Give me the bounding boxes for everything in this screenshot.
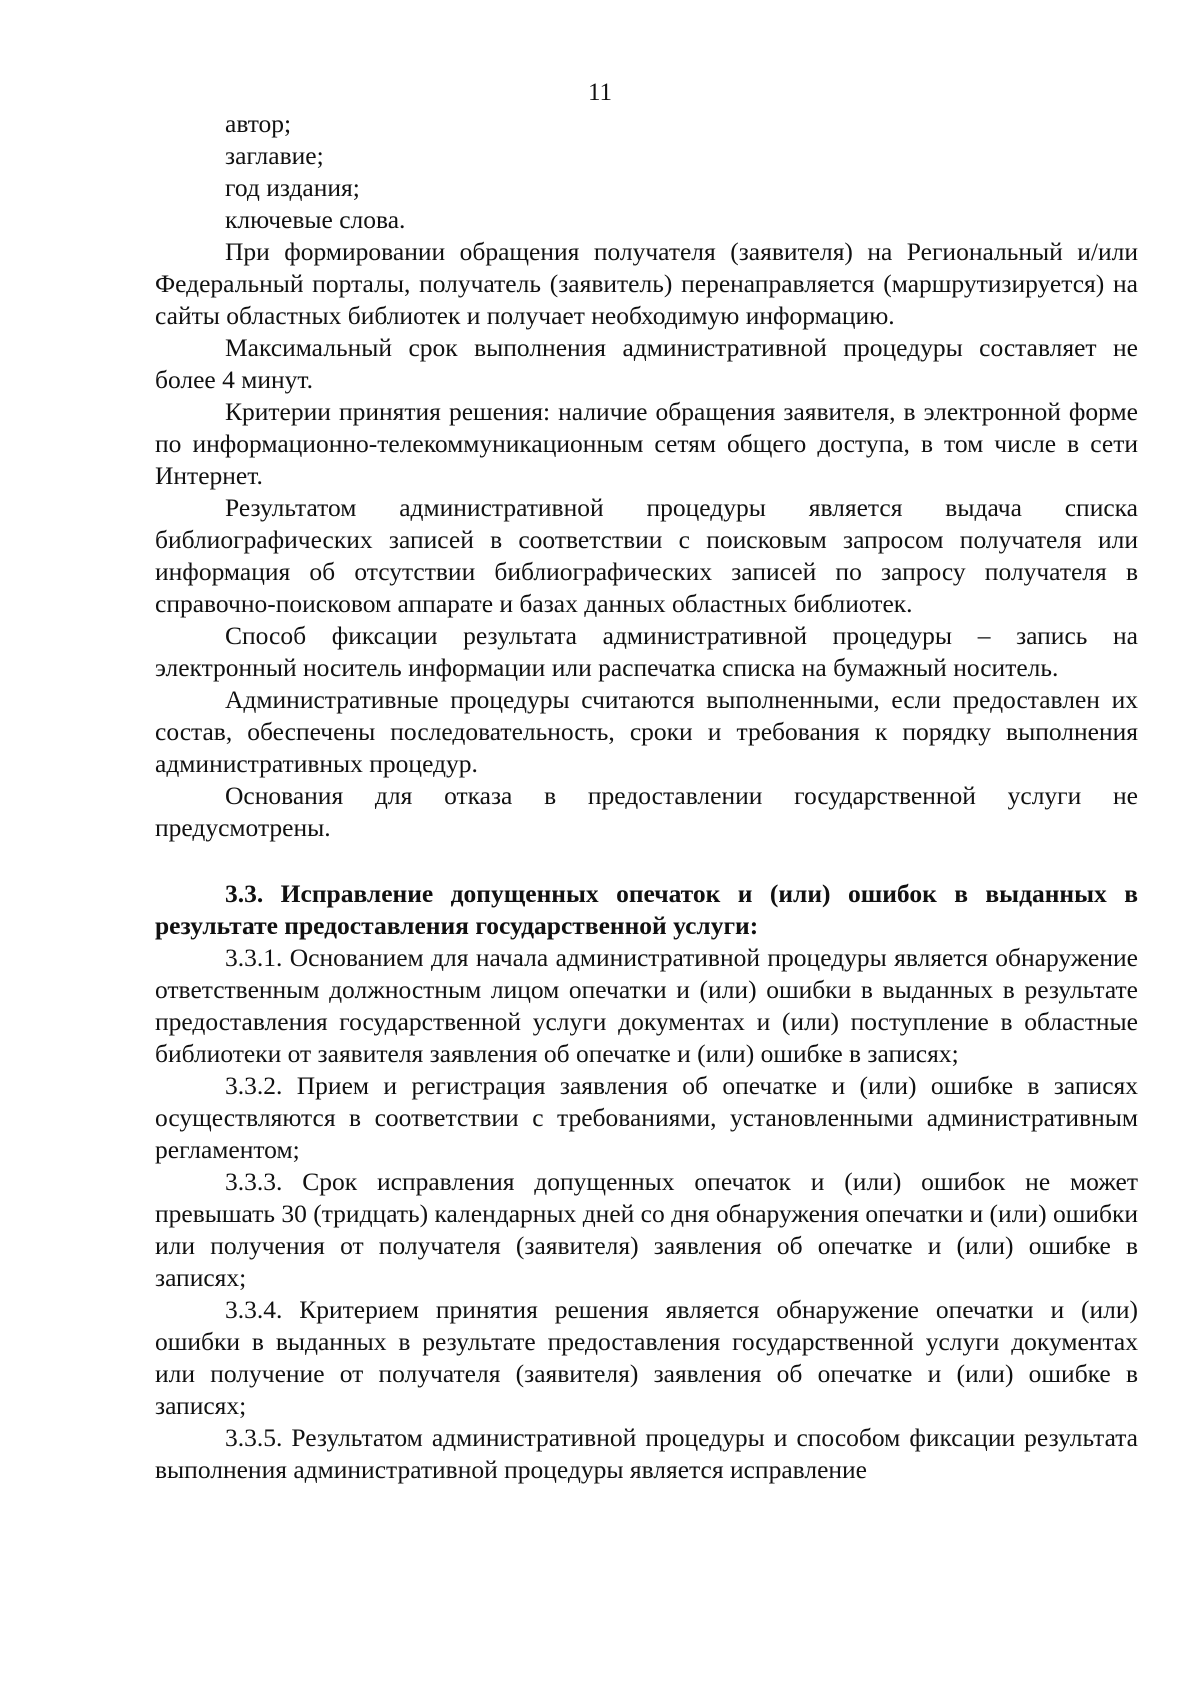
list-item-keywords: ключевые слова. — [225, 205, 406, 234]
paragraph-3-3-5: 3.3.5. Результатом административной процедуры и способом фиксации результата выполнения административной процедуры является исправление — [155, 1423, 1138, 1484]
paragraph-result-recording: Способ фиксации результата административной процедуры – запись на электронный носитель информации или распечатка списка на бумажный носитель. — [155, 621, 1138, 682]
paragraph-portal-routing: При формировании обращения получателя (заявителя) на Региональный и/или Федеральный порталы, получатель (заявитель) перенаправляется (маршрутизируется) на сайты областных библиотек и получает необходимую информацию. — [155, 237, 1138, 330]
list-item-author: автор; — [225, 109, 292, 138]
paragraph-decision-criteria: Критерии принятия решения: наличие обращения заявителя, в электронной форме по информационно-телекоммуникационным сетям общего доступа, в том числе в сети Интернет. — [155, 397, 1138, 490]
paragraph-3-3-4: 3.3.4. Критерием принятия решения является обнаружение опечатки и (или) ошибки в выданных в результате предоставления государственной услуги документах или получение от получателя (заявителя) заявления об опечатке и (или) ошибке в записях; — [155, 1295, 1138, 1420]
paragraph-3-3-2: 3.3.2. Прием и регистрация заявления об опечатке и (или) ошибке в записях осуществляются в соответствии с требованиями, установленными административным регламентом; — [155, 1071, 1138, 1164]
page-number: 11 — [587, 79, 613, 106]
paragraph-3-3-3: 3.3.3. Срок исправления допущенных опечаток и (или) ошибок не может превышать 30 (тридцать) календарных дней со дня обнаружения опечатки и (или) ошибки или получения от получателя (заявителя) заявления об опечатке и (или) ошибке в записях; — [155, 1167, 1138, 1292]
list-item-title: заглавие; — [225, 141, 324, 170]
list-item-year: год издания; — [225, 173, 360, 202]
paragraph-3-3-1: 3.3.1. Основанием для начала административной процедуры является обнаружение ответственным должностным лицом опечатки и (или) ошибки в выданных в результате предоставления государственной услуги документах и (или) поступление в областные библиотеки от заявителя заявления об опечатке и (или) ошибке в записях; — [155, 943, 1138, 1068]
document-body — [155, 108, 1138, 1486]
section-heading-3-3: 3.3. Исправление допущенных опечаток и (или) ошибок в выданных в результате предоставления государственной услуги: — [155, 879, 1138, 940]
paragraph-procedure-result: Результатом административной процедуры является выдача списка библиографических записей в соответствии с поисковым запросом получателя или информация об отсутствии библиографических записей по запросу получателя в справочно-поисковом аппарате и базах данных областных библиотек. — [155, 493, 1138, 618]
paragraph-procedures-completed: Административные процедуры считаются выполненными, если предоставлен их состав, обеспечены последовательность, сроки и требования к порядку выполнения административных процедур. — [155, 685, 1138, 778]
paragraph-max-duration: Максимальный срок выполнения административной процедуры составляет не более 4 минут. — [155, 333, 1138, 394]
paragraph-refusal-grounds: Основания для отказа в предоставлении государственной услуги не предусмотрены. — [155, 781, 1138, 842]
